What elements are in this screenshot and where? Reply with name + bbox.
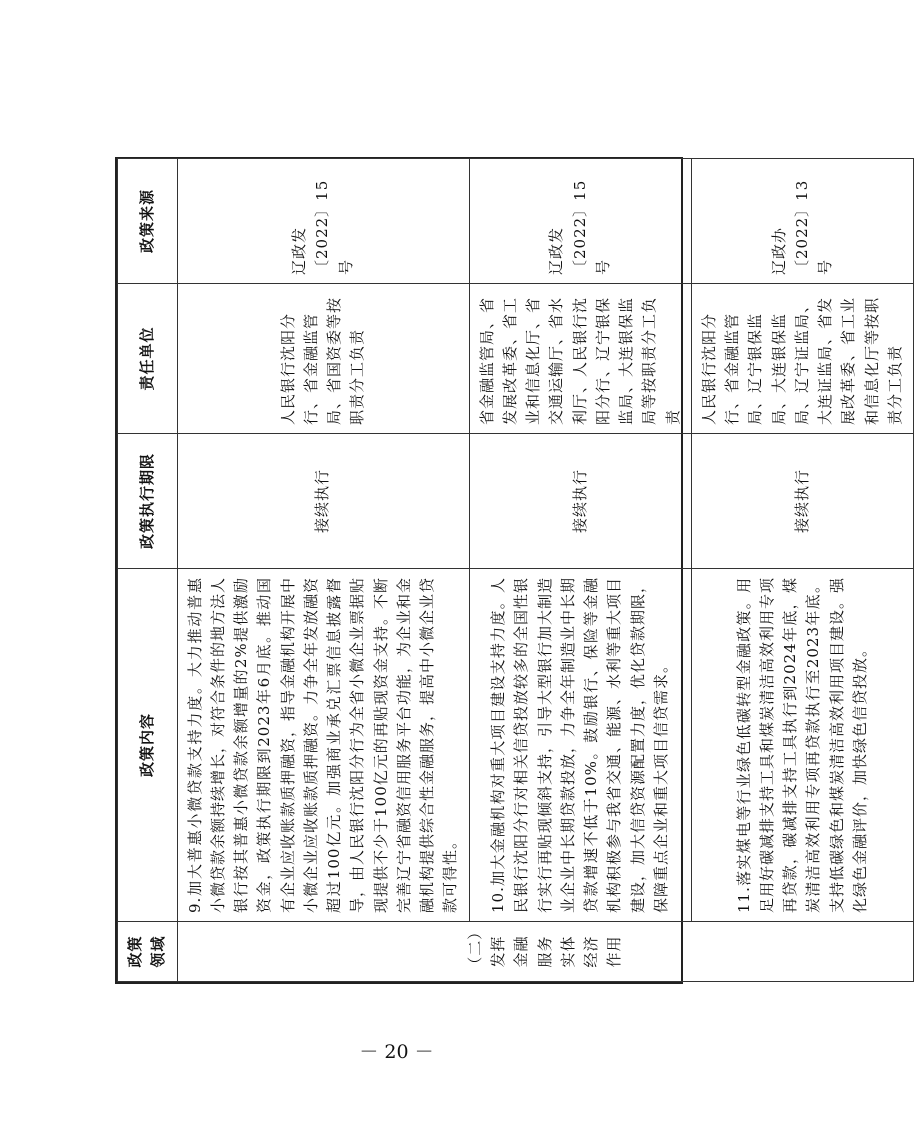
policy-table-frame [115,157,904,984]
responsible-unit-cell: 省金融监管局、省发展改革委、省工业和信息化厅、省交通运输厅、省水利厅、人民银行沈阳分行、辽宁银保监局、大连银保监局等按职责分工负责 [469,284,691,434]
table-row [177,159,469,982]
policy-source-cell: 辽政办〔2022〕13号 [691,159,913,284]
header-source: 政策来源 [118,159,178,284]
policy-table [117,158,914,982]
policy-content-cell: 9.加大普惠小微贷款支持力度。大力推动普惠小微贷款余额持续增长，对符合条件的地方法人银行按其普惠小微贷款余额增量的2%提供激励资金，政策执行期限到2023年6月底。推动国有企业应收账款质押融资，指导金融机构开展中小微企业应收账款质押融资。力争全年发放融资超过100亿元。加强商业承兑汇票信息披露督导，由人民银行沈阳分行为全省小微企业票据贴现提供不少于100亿元的再贴现资金支持。不断完善辽宁省融资信用服务平台功能，为企业和金融机构提供综合性金融服务，提高中小微企业贷款可得性。 [177,569,469,922]
page-number: － 20 － [359,1041,434,1063]
table-row [469,159,691,982]
policy-source-cell: 辽政发〔2022〕15号 [177,159,469,284]
policy-term-cell: 接续执行 [691,434,913,569]
table-row [691,159,913,982]
rotated-table-container [117,159,904,982]
policy-source-cell: 辽政发〔2022〕15号 [469,159,691,284]
policy-term-cell: 接续执行 [469,434,691,569]
policy-term-cell: 接续执行 [177,434,469,569]
header-unit: 责任单位 [118,284,178,434]
table-header-row [118,159,178,982]
header-area: 政策领域 [118,922,178,982]
policy-area-cell: （二）发挥金融服务实体经济作用 [177,922,914,982]
header-content: 政策内容 [118,569,178,922]
responsible-unit-cell: 人民银行沈阳分行、省金融监管局、辽宁银保监局、大连银保监局、辽宁证监局、大连证监局、省发展改革委、省工业和信息化厅等按职责分工负责 [691,284,913,434]
policy-content-cell: 10.加大金融机构对重大项目建设支持力度。人民银行沈阳分行对相关信贷投放较多的全国性银行实行再贴现倾斜支持，引导大型银行加大制造业企业中长期贷款投放，力争全年制造业中长期贷款增速不低于10%。鼓励银行、保险等金融机构积极参与我省交通、能源、水利等重大项目建设，加大信贷资源配置力度，优化贷款期限，保障重点企业和重大项目信贷需求。 [469,569,691,922]
header-term: 政策执行期限 [118,434,178,569]
policy-content-cell: 11.落实煤电等行业绿色低碳转型金融政策。用足用好碳减排支持工具和煤炭清洁高效利用专项再贷款，碳减排支持工具执行到2024年底，煤炭清洁高效利用专项再贷款执行至2023年底。支持低碳绿色和煤炭清洁高效利用项目建设。强化绿色金融评价，加快绿色信贷投放。 [691,569,913,922]
responsible-unit-cell: 人民银行沈阳分行、省金融监管局、省国资委等按职责分工负责 [177,284,469,434]
